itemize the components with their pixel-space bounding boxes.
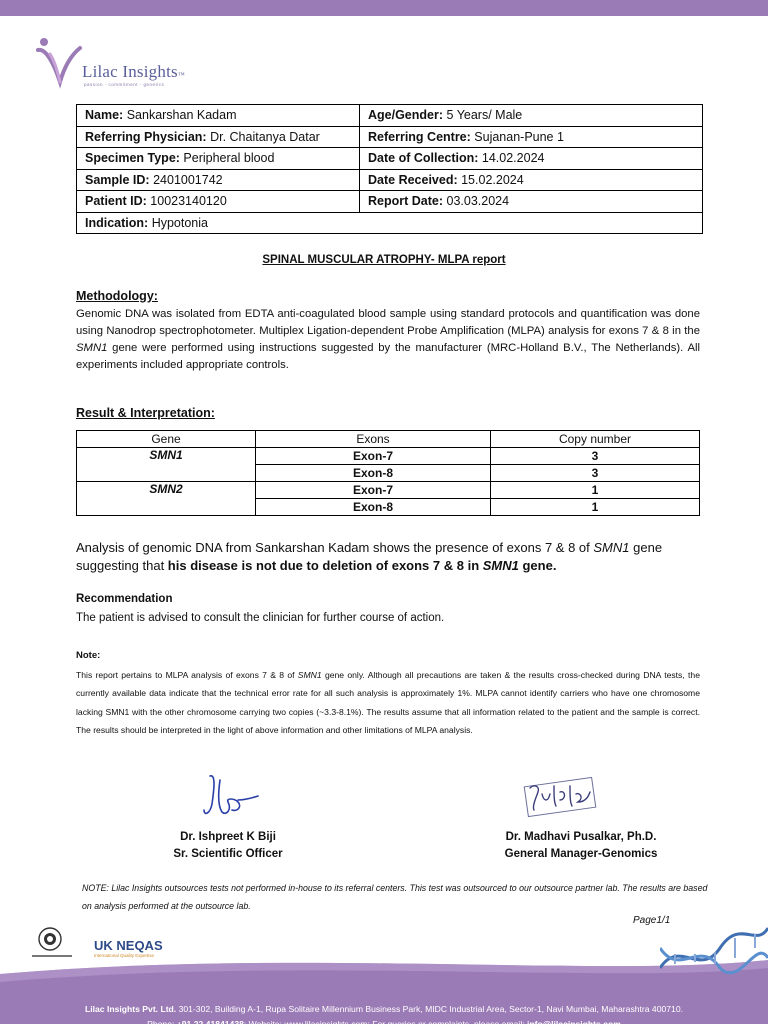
patient-id-cell: Patient ID: 10023140120 [77,191,360,213]
signatory-1 [130,829,326,863]
uk-neqas-subtitle: International Quality Expertise [94,953,155,958]
table-row [77,448,700,465]
top-bar [0,0,768,16]
methodology-heading: Methodology: [76,289,158,303]
received-date-cell: Date Received: 15.02.2024 [360,169,703,191]
patient-info-table [76,104,703,234]
table-row [77,482,700,499]
website-link[interactable]: www.lilacinsights.com [284,1019,368,1029]
exon-cell: Exon-8 [256,465,491,482]
header-copy-number: Copy number [491,431,700,448]
table-row [77,212,703,234]
exon-cell: Exon-7 [256,448,491,465]
results-header-row [77,431,700,448]
lilac-insights-logo [36,34,236,94]
centre-cell: Referring Centre: Sujanan-Pune 1 [360,126,703,148]
header-gene: Gene [77,431,256,448]
sample-id-cell: Sample ID: 2401001742 [77,169,360,191]
results-heading: Result & Interpretation: [76,406,215,420]
gene-cell: SMN1 [77,448,256,482]
age-gender-cell: Age/Gender: 5 Years/ Male [360,105,703,127]
signatory-title: General Manager-Genomics [504,848,658,860]
dna-helix-icon [660,918,768,978]
footer-contact: Phone: +91 22 41841438; Website: www.lilacinsights.com; For queries or complaints, please email: info@lilacinsights.com [147,1019,621,1029]
page-number: Page1/1 [633,915,671,926]
exon-cell: Exon-8 [256,499,491,516]
table-row [77,126,703,148]
accreditation-emblem-icon [28,925,80,965]
specimen-cell: Specimen Type: Peripheral blood [77,148,360,170]
copy-cell: 3 [491,448,700,465]
table-row [77,191,703,213]
signatory-title: Sr. Scientific Officer [173,848,283,860]
collection-date-cell: Date of Collection: 14.02.2024 [360,148,703,170]
note-text: This report pertains to MLPA analysis of exons 7 & 8 of SMN1 gene only. Although all precautions are taken & the results cross-checked during DNA tests, the currently available data indicate that the technical error rate for all such analysis is approximately 1%. MLPA cannot identify carriers who have one chromosome lacking SMN1 with the other chromosome carrying two copies (~3.3-8.1%). The results assume that all information related to the patient and the sample is correct. The results should be interpreted in the light of above information and other limitations of MLPA analysis. [76,670,700,735]
physician-cell: Referring Physician: Dr. Chaitanya Datar [77,126,360,148]
signature-2-stamp-icon [520,770,600,825]
outsource-note: NOTE: Lilac Insights outsources tests not performed in-house to its referral centers. This test was outsourced to our outsource partner lab. The results are based on analysis performed at the outsource lab. [82,883,708,911]
recommendation-heading: Recommendation [76,593,173,605]
logo-name: Lilac Insights™ [82,62,185,81]
logo-tagline: passion · commitment · genetics [84,82,165,87]
signature-1-icon [198,770,268,825]
uk-neqas-logo: UK NEQAS [94,938,163,953]
methodology-text: Genomic DNA was isolated from EDTA anti-coagulated blood sample using standard protocols and quantification was done using Nanodrop spectrophotometer. Multiplex Ligation-dependent Probe Amplification (MLPA) analysis for exons 7 & 8 in the SMN1 gene were performed using instructions suggested by the manufacturer (MRC-Holland B.V., The Netherlands). All experiments included appropriate controls. [76,308,700,371]
gene-cell: SMN2 [77,482,256,516]
logo-mark-icon [36,34,86,94]
signatory-name: Dr. Ishpreet K Biji [180,831,276,843]
name-cell: Name: Sankarshan Kadam [77,105,360,127]
table-row [77,148,703,170]
report-title: SPINAL MUSCULAR ATROPHY- MLPA report [262,254,506,266]
copy-cell: 1 [491,482,700,499]
table-row [77,169,703,191]
recommendation-text: The patient is advised to consult the clinician for further course of action. [76,612,445,624]
header-exons: Exons [256,431,491,448]
signatory-2 [470,829,692,863]
result-summary: Analysis of genomic DNA from Sankarshan Kadam shows the presence of exons 7 & 8 of SMN1 gene suggesting that his disease is not due to deletion of exons 7 & 8 in SMN1 gene. [76,540,663,573]
table-row [77,105,703,127]
report-date-cell: Report Date: 03.03.2024 [360,191,703,213]
indication-cell: Indication: Hypotonia [77,212,703,234]
results-table [76,430,700,516]
footer-address: Lilac Insights Pvt. Ltd. 301-302, Building A-1, Rupa Solitaire Millennium Business Park, MIDC Industrial Area, Sector-1, Navi Mumbai, Maharashtra 400710. [85,1004,683,1014]
email-link[interactable]: info@lilacinsights.com [527,1019,621,1029]
exon-cell: Exon-7 [256,482,491,499]
copy-cell: 3 [491,465,700,482]
signatory-name: Dr. Madhavi Pusalkar, Ph.D. [505,831,657,843]
note-heading: Note: [76,650,101,661]
copy-cell: 1 [491,499,700,516]
